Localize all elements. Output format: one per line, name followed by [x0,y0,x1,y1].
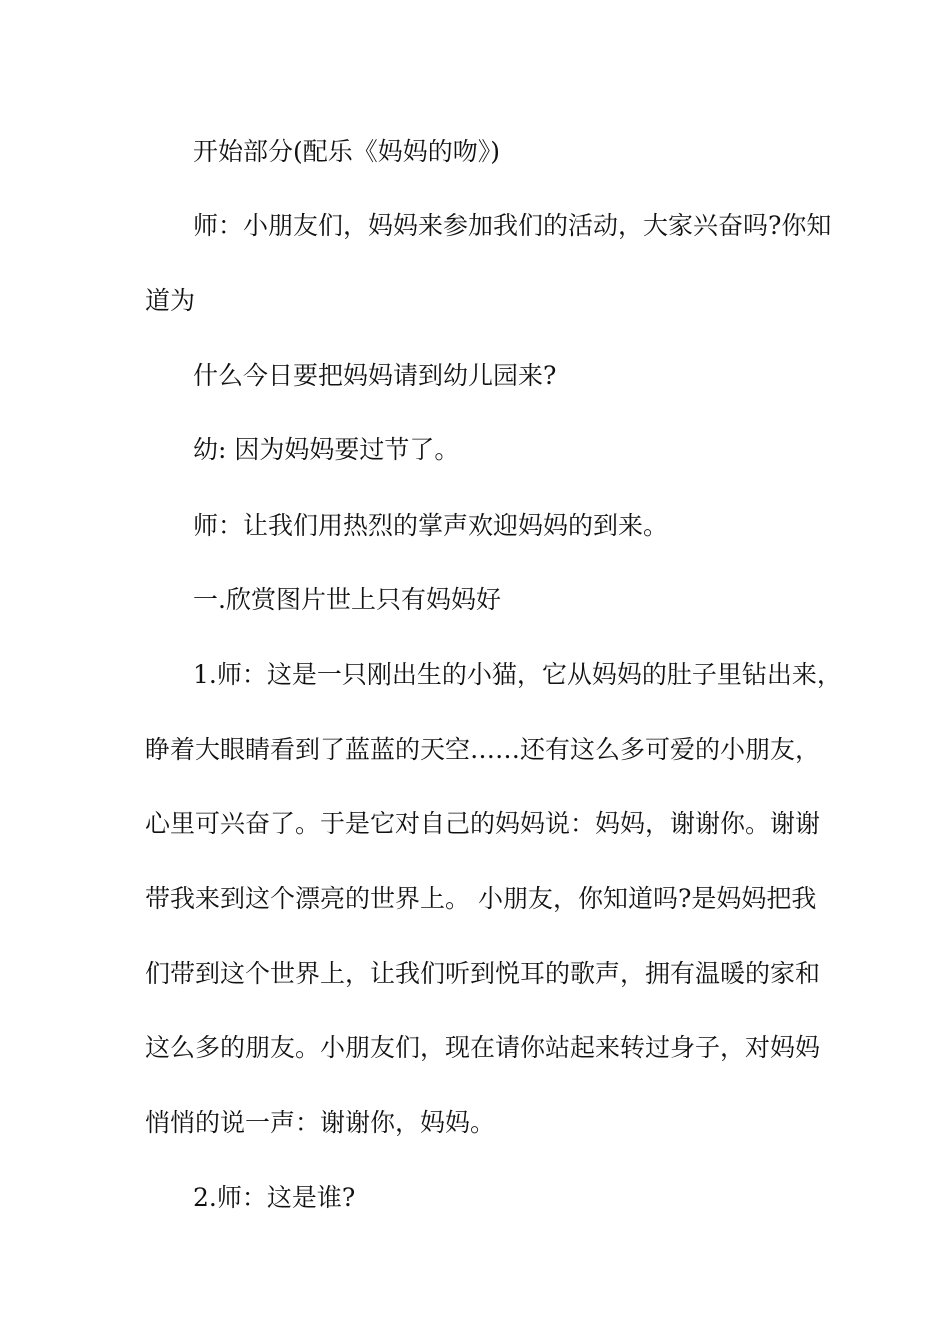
paragraph-line: 带我来到这个漂亮的世界上。 小朋友，你知道吗?是妈妈把我 [145,884,817,913]
paragraph-line: 师：小朋友们，妈妈来参加我们的活动，大家兴奋吗?你知 [193,211,832,240]
paragraph-line: 道为 [145,286,196,315]
paragraph-line: 心里可兴奋了。于是它对自己的妈妈说：妈妈，谢谢你。谢谢 [145,809,821,838]
paragraph-line: 们带到这个世界上，让我们听到悦耳的歌声，拥有温暖的家和 [145,959,821,988]
section-heading-opening: 开始部分(配乐《妈妈的吻》) [193,137,501,166]
paragraph-line: 悄悄的说一声：谢谢你，妈妈。 [145,1108,496,1137]
paragraph-line: 什么今日要把妈妈请到幼儿园来? [193,361,557,390]
paragraph-line: 幼: 因为妈妈要过节了。 [193,435,460,464]
section-heading-one: 一.欣赏图片世上只有妈妈好 [193,585,501,614]
paragraph-line: 师：让我们用热烈的掌声欢迎妈妈的到来。 [193,511,669,540]
paragraph-line: 这么多的朋友。小朋友们，现在请你站起来转过身子，对妈妈 [145,1033,821,1062]
paragraph-line: 睁着大眼睛看到了蓝蓝的天空……还有这么多可爱的小朋友， [145,735,821,764]
paragraph-line: 2.师：这是谁? [193,1183,356,1212]
paragraph-line: 1.师：这是一只刚出生的小猫，它从妈妈的肚子里钻出来， [193,660,842,689]
